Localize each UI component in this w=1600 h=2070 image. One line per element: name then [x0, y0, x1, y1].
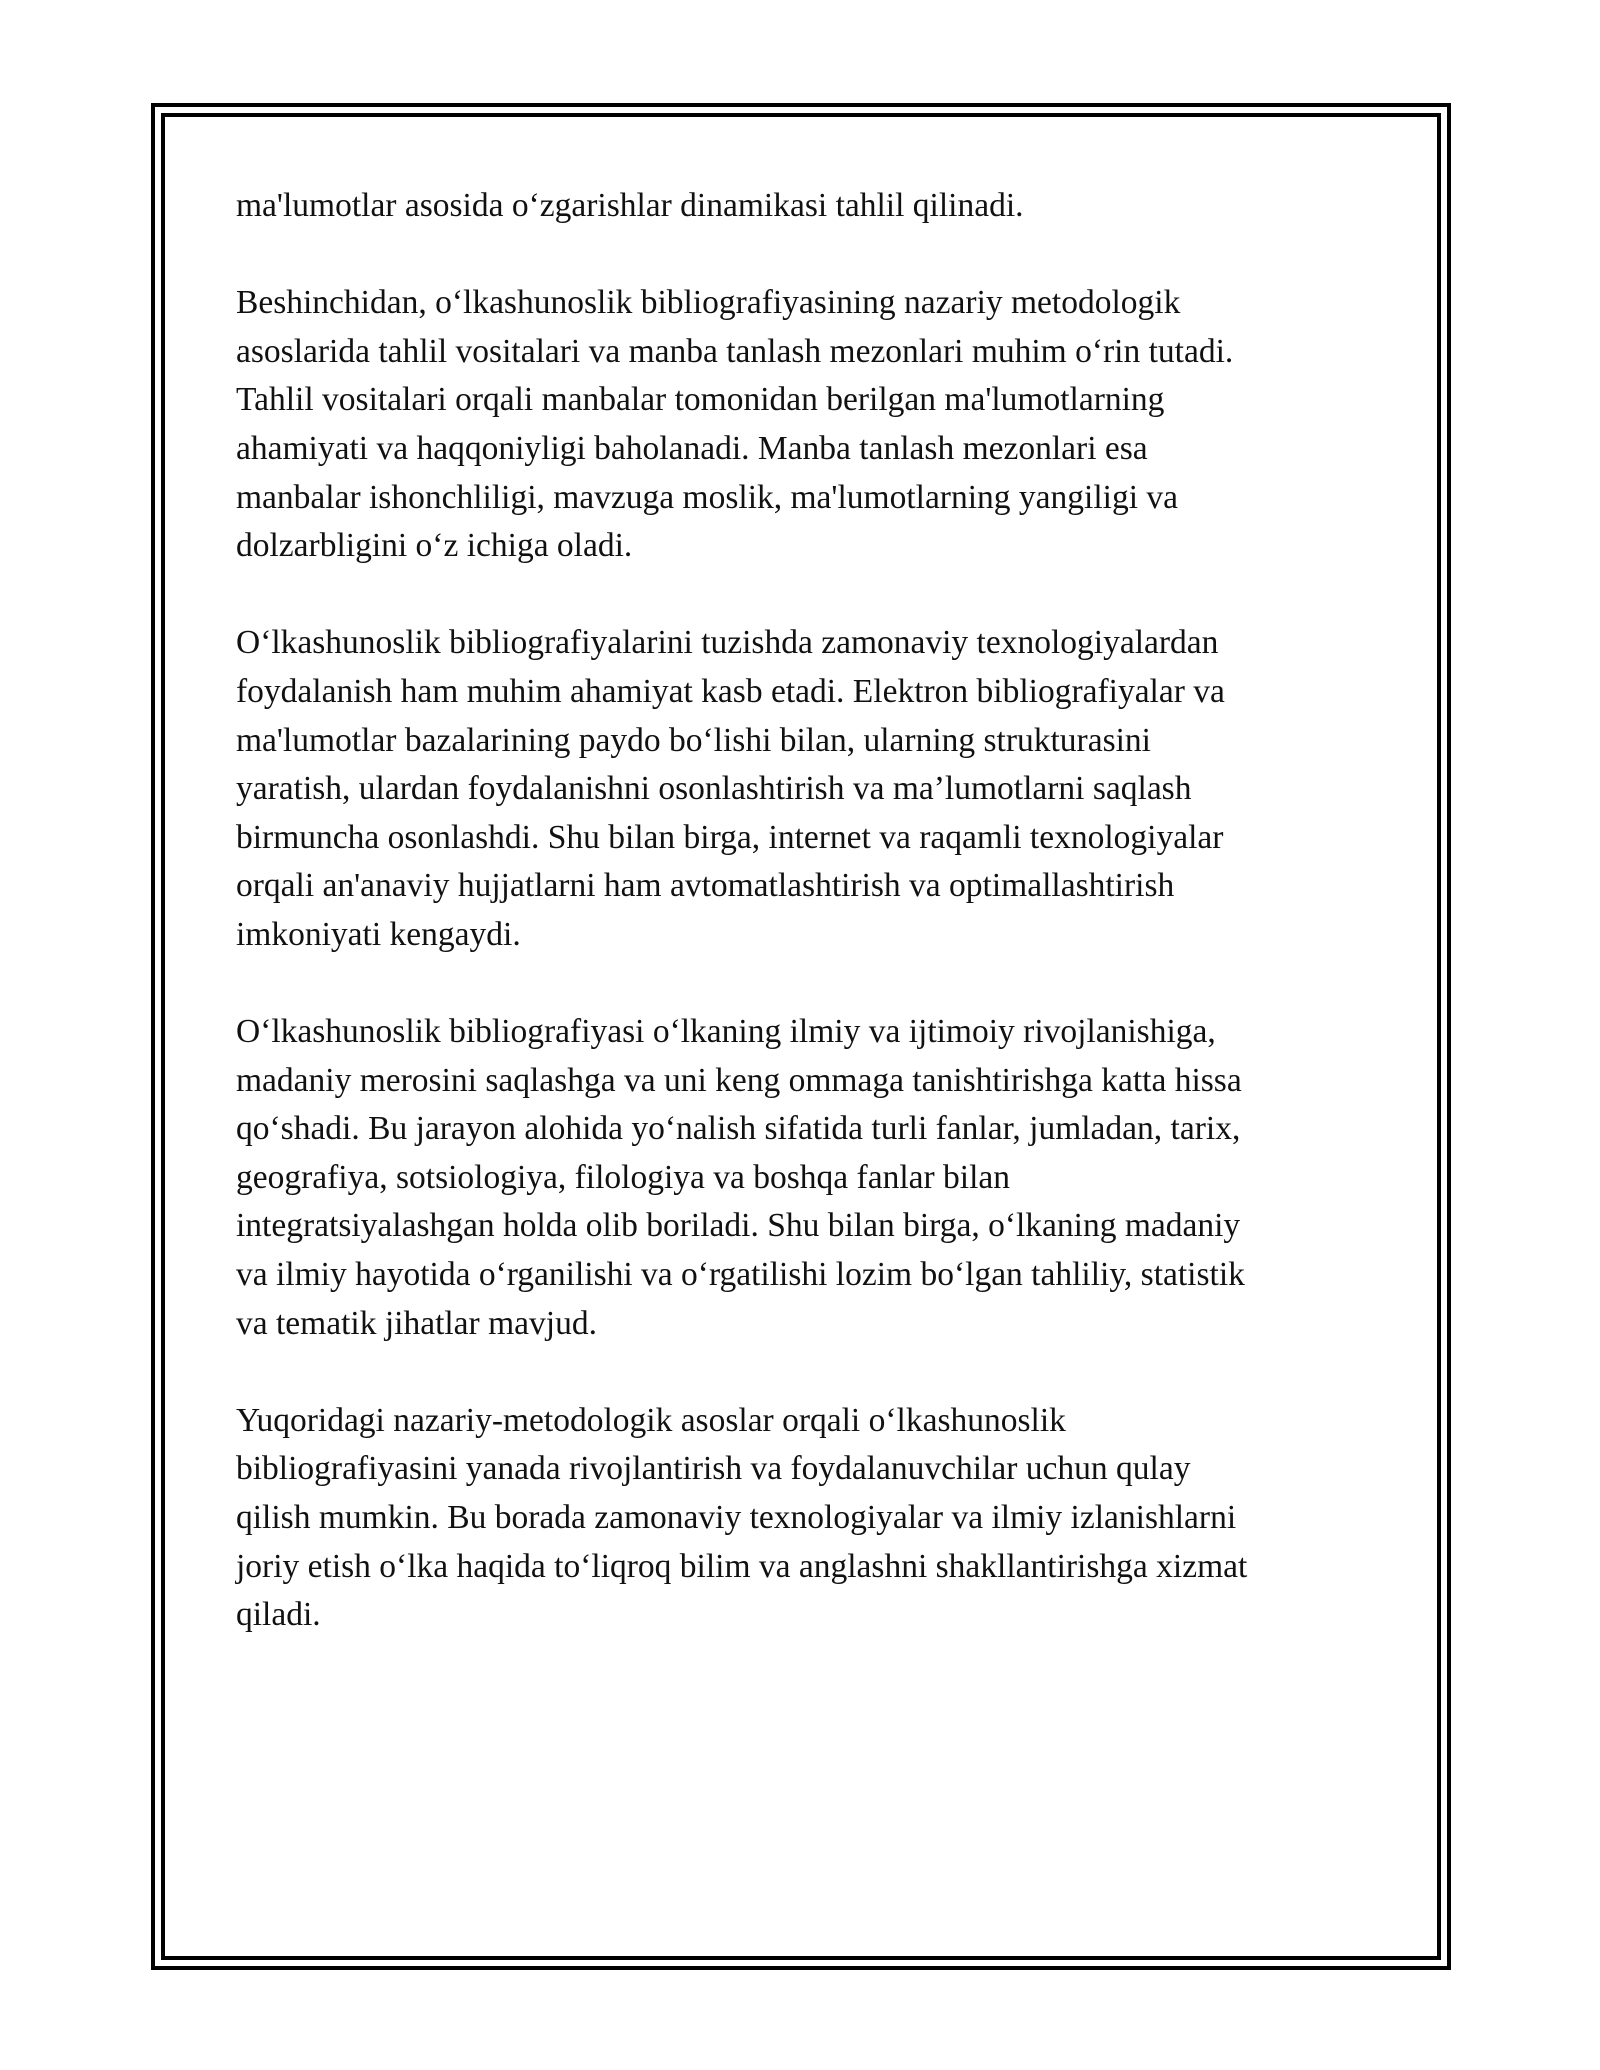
text-line: dolzarbligini oʻz ichiga oladi. [236, 527, 633, 565]
text-line: qilish mumkin. Bu borada zamonaviy texnologiyalar va ilmiy izlanishlarni [236, 1499, 1237, 1537]
text-line: Oʻlkashunoslik bibliografiyalarini tuzishda zamonaviy texnologiyalardan [236, 624, 1219, 662]
paragraph-4 [236, 1008, 1376, 1348]
paragraph-1 [236, 182, 1376, 231]
text-line: integratsiyalashgan holda olib boriladi. Shu bilan birga, oʻlkaning madaniy [236, 1207, 1241, 1245]
paragraph-2 [236, 279, 1376, 571]
paragraph-5 [236, 1397, 1376, 1640]
text-line: Yuqoridagi nazariy-metodologik asoslar orqali oʻlkashunoslik [236, 1401, 1066, 1439]
paragraph-3 [236, 619, 1376, 959]
text-line: orqali an'anaviy hujjatlarni ham avtomatlashtirish va optimallashtirish [236, 867, 1175, 905]
text-line: Tahlil vositalari orqali manbalar tomonidan berilgan ma'lumotlarning [236, 381, 1165, 419]
text-line: yaratish, ulardan foydalanishni osonlashtirish va ma’lumotlarni saqlash [236, 770, 1192, 808]
text-line: Oʻlkashunoslik bibliografiyasi oʻlkaning ilmiy va ijtimoiy rivojlanishiga, [236, 1013, 1216, 1051]
text-line: Beshinchidan, oʻlkashunoslik bibliografiyasining nazariy metodologik [236, 284, 1181, 322]
text-line: joriy etish oʻlka haqida toʻliqroq bilim va anglashni shakllantirishga xizmat [236, 1547, 1248, 1585]
text-line: manbalar ishonchliligi, mavzuga moslik, ma'lumotlarning yangiligi va [236, 478, 1178, 516]
text-line: ma'lumotlar bazalarining paydo boʻlishi bilan, ularning strukturasini [236, 721, 1151, 759]
text-line: asoslarida tahlil vositalari va manba tanlash mezonlari muhim oʻrin tutadi. [236, 332, 1234, 370]
text-line: geografiya, sotsiologiya, filologiya va boshqa fanlar bilan [236, 1158, 1011, 1196]
text-line: ahamiyati va haqqoniyligi baholanadi. Manba tanlash mezonlari esa [236, 429, 1148, 467]
text-line: va ilmiy hayotida oʻrganilishi va oʻrgatilishi lozim boʻlgan tahliliy, statistik [236, 1256, 1245, 1294]
text-line: imkoniyati kengaydi. [236, 915, 521, 953]
text-line: va tematik jihatlar mavjud. [236, 1304, 597, 1342]
text-line: qiladi. [236, 1596, 321, 1634]
text-line: qoʻshadi. Bu jarayon alohida yoʻnalish sifatida turli fanlar, jumladan, tarix, [236, 1110, 1241, 1148]
text-line: birmuncha osonlashdi. Shu bilan birga, internet va raqamli texnologiyalar [236, 818, 1224, 856]
text-line: foydalanish ham muhim ahamiyat kasb etadi. Elektron bibliografiyalar va [236, 672, 1225, 710]
text-line: madaniy merosini saqlashga va uni keng ommaga tanishtirishga katta hissa [236, 1061, 1242, 1099]
text-line: ma'lumotlar asosida oʻzgarishlar dinamikasi tahlil qilinadi. [236, 187, 1024, 224]
document-body [236, 182, 1376, 1688]
text-line: bibliografiyasini yanada rivojlantirish va foydalanuvchilar uchun qulay [236, 1450, 1191, 1488]
